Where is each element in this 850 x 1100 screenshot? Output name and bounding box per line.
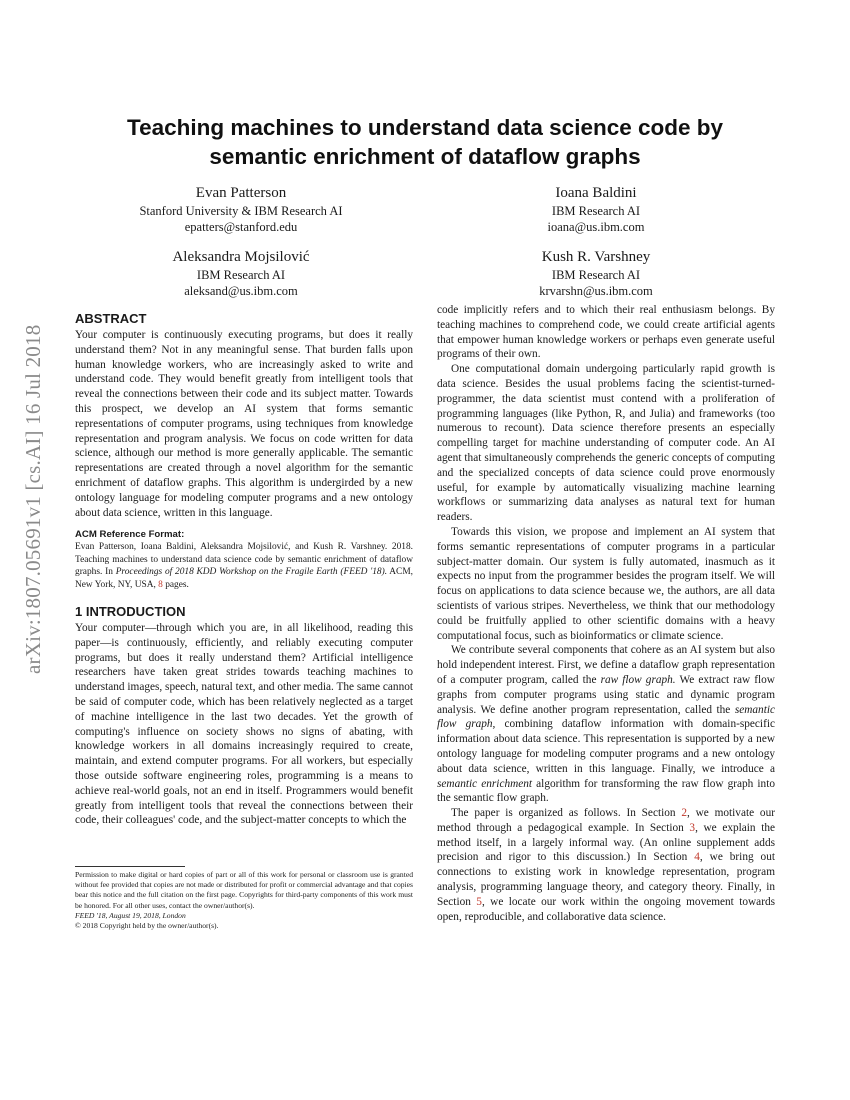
footnote-rule [75,866,185,867]
acm-reference-text: Evan Patterson, Ioana Baldini, Aleksandra Mojsilović, and Kush R. Varshney. 2018. Teaching machines to understand data science code by semantic enrichment of dataflow graphs. In Proceedings of 2018 KDD Workshop on the Fragile Earth (FEED '18). ACM, New York, NY, USA, 8 pages. [75,542,413,590]
author-block-3 [91,247,391,299]
author-name: Kush R. Varshney [541,249,651,265]
author-email[interactable]: epatters@stanford.edu [184,220,298,234]
author-affiliation: IBM Research AI [551,268,641,282]
intro-paragraph-5: The paper is organized as follows. In Section 2, we motivate our method through a pedagogical example. In Section 3, we explain the method itself, in a largely informal way. (An online supplement adds precision and rigor to this discussion.) In Section 4, we bring out connections to existing work in knowledge representation, program analysis, programming language theory, and category theory. Finally, in Section 5, we locate our work within the ongoing movement towards open, reproducible, and collaborative data science. [437,807,775,923]
right-column [437,303,775,924]
permission-notice: Permission to make digital or hard copies of part or all of this work for personal or classroom use is granted without fee provided that copies are not made or distributed for profit or commercial advantage and that copies bear this notice and the full citation on the first page. Copyrights for third-party components of this work must be honored. For all other uses, contact the owner/author(s). [75,870,413,910]
author-name: Ioana Baldini [555,185,637,201]
section-2-link[interactable]: 2 [681,807,687,820]
footnote [75,870,413,931]
intro-paragraph-2: One computational domain undergoing particularly rapid growth is data science. Besides the usual problems facing the scientist-turned-programmer, the data scientist must contend with a proliferation of programming languages (like Python, R, and Julia) and frameworks (too numerous to recount). Data science therefore presents an especially compelling target for machine understanding of computer code. An AI agent that simultaneously comprehends the generic concepts of computing and the specialized concepts of data science could prove enormously useful, for example by automatically visualizing machine learning workflows or summarizing data analyses as natural text for human readers. [437,363,775,524]
abstract-text: Your computer is continuously executing programs, but does it really understand them? Not in any meaningful sense. That burden falls upon human knowledge workers, who are increasingly asked to write and understand code. They would benefit greatly from intelligent tools that reveal the connections between their code and its subject matter. Towards this prospect, we develop an AI system that forms semantic representations of computer programs, using techniques from knowledge representation and program analysis. We focus on code written for data science, although our method is more generally applicable. The semantic representations are created through a novel algorithm for the semantic enrichment of dataflow graphs. This algorithm is undergirded by a new ontology language for modeling computer programs and a new ontology about data science, written in this language. [75,329,413,519]
copyright-notice: © 2018 Copyright held by the owner/author(s). [75,921,219,931]
intro-paragraph-3: Towards this vision, we propose and implement an AI system that forms semantic representations of computer programs in a particular subject-matter domain. Our system is fully automated, inasmuch as it expects no input from the programmer besides the program itself. We will focus on applications to data science because we, the authors, are all data scientists of various stripes. Nevertheless, we think that our methodology could be fruitfully applied to other scientific domains with a heavy computational focus, such as bioinformatics or climate science. [437,525,775,642]
section-3-link[interactable]: 3 [689,821,696,834]
author-email[interactable]: ioana@us.ibm.com [547,220,645,234]
section-5-link[interactable]: 5 [476,895,482,908]
intro-paragraph-1: Your computer—through which you are, in all likelihood, reading this paper—is continuously, efficiently, and reliably executing computer programs, but does it really understand them? Artificial intelligence researchers have taken great strides towards teaching machines to understand images, speech, natural text, and other media. The same cannot be said of computer code, which has been relatively neglected as a target of machine intelligence in the last two decades. Yet the growth of computing's influence on society shows no signs of abating, with knowledge workers in all domains increasingly required to create, maintain, and extend computer programs. For all workers, but especially those outside software engineering roles, programming is a means to achieve real-world goals, not an end in itself. Programmers would benefit greatly from intelligent tools that reveal the connections between their code, their colleagues' code, and the subject-matter concepts to which the [75,621,413,827]
introduction-heading: 1 INTRODUCTION [75,603,186,619]
author-affiliation: IBM Research AI [196,268,286,282]
author-name: Aleksandra Mojsilović [172,249,310,265]
section-4-link[interactable]: 4 [694,851,700,864]
left-column [75,310,413,828]
author-email[interactable]: aleksand@us.ibm.com [184,284,298,298]
intro-paragraph-1-continued: code implicitly refers and to which their real enthusiasm belongs. By teaching machines to comprehend code, we could create artificial agents that empower human knowledge workers or perhaps even generate useful programs of their own. [437,304,775,361]
author-affiliation: Stanford University & IBM Research AI [139,204,343,218]
abstract-heading: ABSTRACT [75,311,147,326]
author-block-2 [446,183,746,235]
paper-title: Teaching machines to understand data science code by semantic enrichment of dataflow graphs [127,115,723,169]
author-email[interactable]: krvarshn@us.ibm.com [539,284,653,298]
conference-info: FEED '18, August 19, 2018, London [75,910,186,920]
author-name: Evan Patterson [195,185,287,201]
pages-link[interactable]: 8 [158,579,163,590]
author-block-4 [446,247,746,299]
author-affiliation: IBM Research AI [551,204,641,218]
arxiv-stamp: arXiv:1807.05691v1 [cs.AI] 16 Jul 2018 [21,324,45,674]
intro-paragraph-4: We contribute several components that cohere as an AI system but also hold independent interest. First, we define a dataflow graph representation of a computer program, called the raw flow graph. We extract raw flow graphs from computer programs using static and dynamic program analysis. We define another program representation, called the semantic flow graph, combining dataflow information with domain-specific information about data science. This representation is supported by a new ontology language for modeling computer programs and a new ontology about data science, written in this language. Finally, we introduce a semantic enrichment algorithm for transforming the raw flow graph into the semantic flow graph. [437,644,775,805]
acm-reference-heading: ACM Reference Format: [75,529,185,541]
author-block-1 [91,183,391,235]
